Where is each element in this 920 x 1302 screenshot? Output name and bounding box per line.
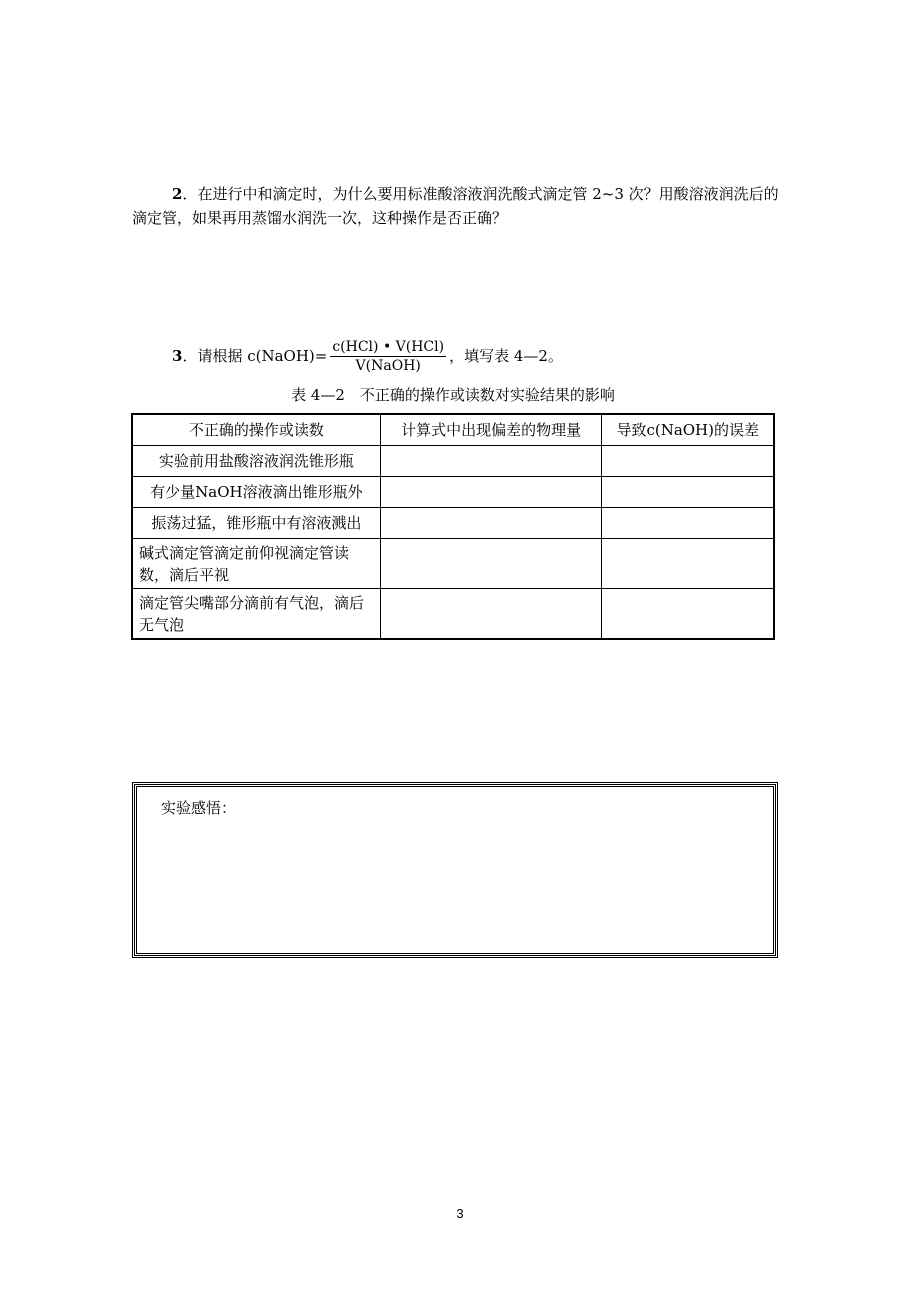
formula-numerator: c(HCl) • V(HCl) — [332, 338, 445, 355]
row-operation: 碱式滴定管滴定前仰视滴定管读数，滴后平视 — [132, 539, 380, 589]
row-quantity-cell[interactable] — [380, 539, 602, 589]
header-quantity: 计算式中出现偏差的物理量 — [380, 414, 602, 446]
row-error-cell[interactable] — [602, 477, 774, 508]
question-2-number: 2 — [172, 185, 183, 203]
row-error-cell[interactable] — [602, 539, 774, 589]
page-number: 3 — [456, 1206, 464, 1221]
table-row — [132, 589, 774, 640]
header-error: 导致c(NaOH)的误差 — [602, 414, 774, 446]
row-error-cell[interactable] — [602, 508, 774, 539]
row-operation: 滴定管尖嘴部分滴前有气泡，滴后无气泡 — [132, 589, 380, 640]
question-3 — [132, 333, 792, 379]
formula-fraction — [330, 338, 446, 375]
question-3-number: 3 — [172, 347, 183, 365]
row-operation: 实验前用盐酸溶液润洗锥形瓶 — [132, 446, 380, 477]
table-caption: 表 4—2 不正确的操作或读数对实验结果的影响 — [291, 386, 615, 404]
formula-denominator: V(NaOH) — [355, 357, 421, 374]
row-error-cell[interactable] — [602, 589, 774, 640]
table-row — [132, 446, 774, 477]
error-analysis-table — [131, 413, 775, 640]
reflection-box[interactable] — [134, 784, 776, 956]
table-row — [132, 477, 774, 508]
question-2-text: ．在进行中和滴定时，为什么要用标准酸溶液润洗酸式滴定管 2~3 次？用酸溶液润洗后的滴定管，如果再用蒸馏水润洗一次，这种操作是否正确？ — [132, 185, 779, 227]
reflection-label: 实验感悟： — [161, 799, 237, 817]
table-header-row — [132, 414, 774, 446]
row-operation: 振荡过猛，锥形瓶中有溶液溅出 — [132, 508, 380, 539]
header-operation: 不正确的操作或读数 — [132, 414, 380, 446]
row-operation: 有少量NaOH溶液滴出锥形瓶外 — [132, 477, 380, 508]
row-quantity-cell[interactable] — [380, 446, 602, 477]
question-2 — [132, 182, 792, 230]
table-row — [132, 539, 774, 589]
row-quantity-cell[interactable] — [380, 508, 602, 539]
row-quantity-cell[interactable] — [380, 477, 602, 508]
question-3-tail: ，填写表 4—2。 — [449, 347, 563, 365]
row-quantity-cell[interactable] — [380, 589, 602, 640]
table-row — [132, 508, 774, 539]
question-3-lead: ．请根据 c(NaOH)= — [182, 347, 328, 365]
row-error-cell[interactable] — [602, 446, 774, 477]
